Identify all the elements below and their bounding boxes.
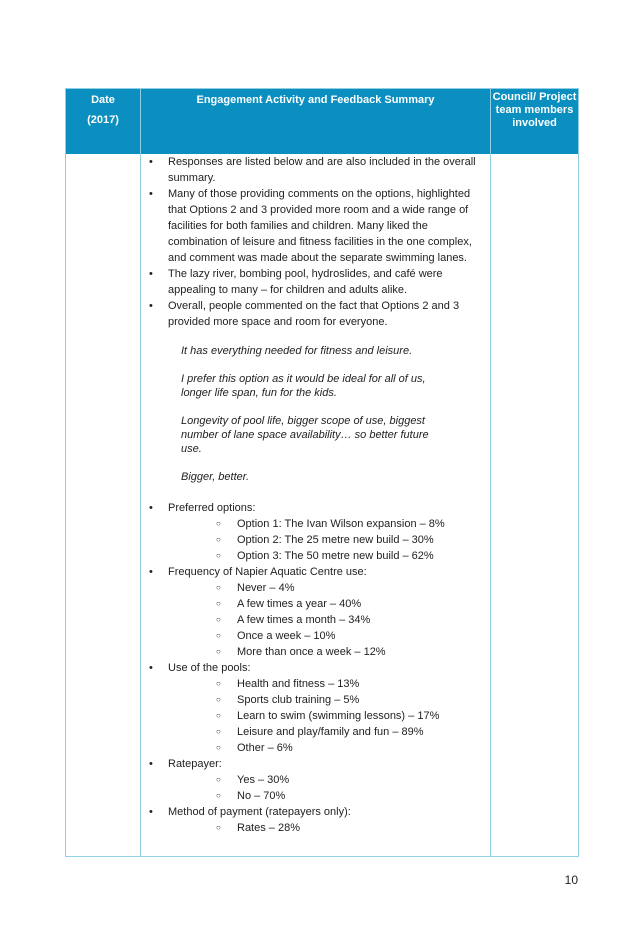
column-divider	[490, 89, 491, 856]
stat-section	[141, 564, 488, 660]
sub-list	[168, 820, 488, 836]
header-date-label: Date	[91, 94, 115, 106]
sub-item: ○ Rates – 28%	[168, 820, 488, 836]
header-date-year: (2017)	[87, 114, 119, 126]
table-header	[66, 89, 578, 154]
sub-item: ○ Option 1: The Ivan Wilson expansion – 8%	[168, 516, 488, 532]
sub-list	[168, 772, 488, 804]
sub-item: ○ No – 70%	[168, 788, 488, 804]
sub-item: ○ Option 2: The 25 metre new build – 30%	[168, 532, 488, 548]
bullet-item: • Responses are listed below and are also included in the overall summary.	[141, 154, 488, 186]
sub-list	[168, 676, 488, 756]
quote: Bigger, better.	[181, 471, 250, 483]
stat-section	[141, 804, 488, 836]
header-date	[66, 89, 140, 157]
stat-section	[141, 500, 488, 564]
sub-item: ○ A few times a month – 34%	[168, 612, 488, 628]
section-label: Use of the pools:	[168, 662, 251, 674]
stat-section	[141, 660, 488, 756]
sub-item: ○ Never – 4%	[168, 580, 488, 596]
section-label: Frequency of Napier Aquatic Centre use:	[168, 566, 367, 578]
quote: It has everything needed for fitness and leisure.	[181, 345, 413, 357]
sub-item: ○ A few times a year – 40%	[168, 596, 488, 612]
sub-item: ○ More than once a week – 12%	[168, 644, 488, 660]
bullet-item: • Overall, people commented on the fact that Options 2 and 3 provided more space and room for everyone.	[141, 298, 488, 330]
header-engagement: Engagement Activity and Feedback Summary	[196, 94, 435, 106]
engagement-cell	[141, 154, 490, 854]
sub-item: ○ Learn to swim (swimming lessons) – 17%	[168, 708, 488, 724]
bullet-item: • The lazy river, bombing pool, hydroslides, and café were appealing to many – for children and adults alike.	[141, 266, 488, 298]
quotes-block	[141, 344, 451, 484]
sub-item: ○ Option 3: The 50 metre new build – 62%	[168, 548, 488, 564]
stat-section	[141, 756, 488, 804]
header-council: Council/ Project team members involved	[492, 91, 577, 129]
section-label: Ratepayer:	[168, 758, 222, 770]
sub-list	[168, 580, 488, 660]
sub-item: ○ Sports club training – 5%	[168, 692, 488, 708]
sub-item: ○ Once a week – 10%	[168, 628, 488, 644]
sub-item: ○ Other – 6%	[168, 740, 488, 756]
engagement-table	[65, 88, 579, 857]
section-label: Method of payment (ratepayers only):	[168, 806, 351, 818]
sub-item: ○ Health and fitness – 13%	[168, 676, 488, 692]
bullet-item: • Many of those providing comments on the options, highlighted that Options 2 and 3 provided more room and a wide range of facilities for both families and children. Many liked the combination of leisure and fitness facilities in the one complex, and comment was made about the separate swimming lanes.	[141, 186, 488, 266]
sub-item: ○ Yes – 30%	[168, 772, 488, 788]
quote: I prefer this option as it would be ideal for all of us, longer life span, fun for the kids.	[181, 373, 426, 399]
sub-item: ○ Leisure and play/family and fun – 89%	[168, 724, 488, 740]
section-label: Preferred options:	[168, 502, 256, 514]
sub-list	[168, 516, 488, 564]
quote: Longevity of pool life, bigger scope of use, biggest number of lane space availability… so better future use.	[181, 415, 429, 455]
page-number: 10	[564, 873, 578, 887]
bullet-list-stats	[141, 500, 490, 836]
bullet-list-top	[141, 154, 490, 330]
